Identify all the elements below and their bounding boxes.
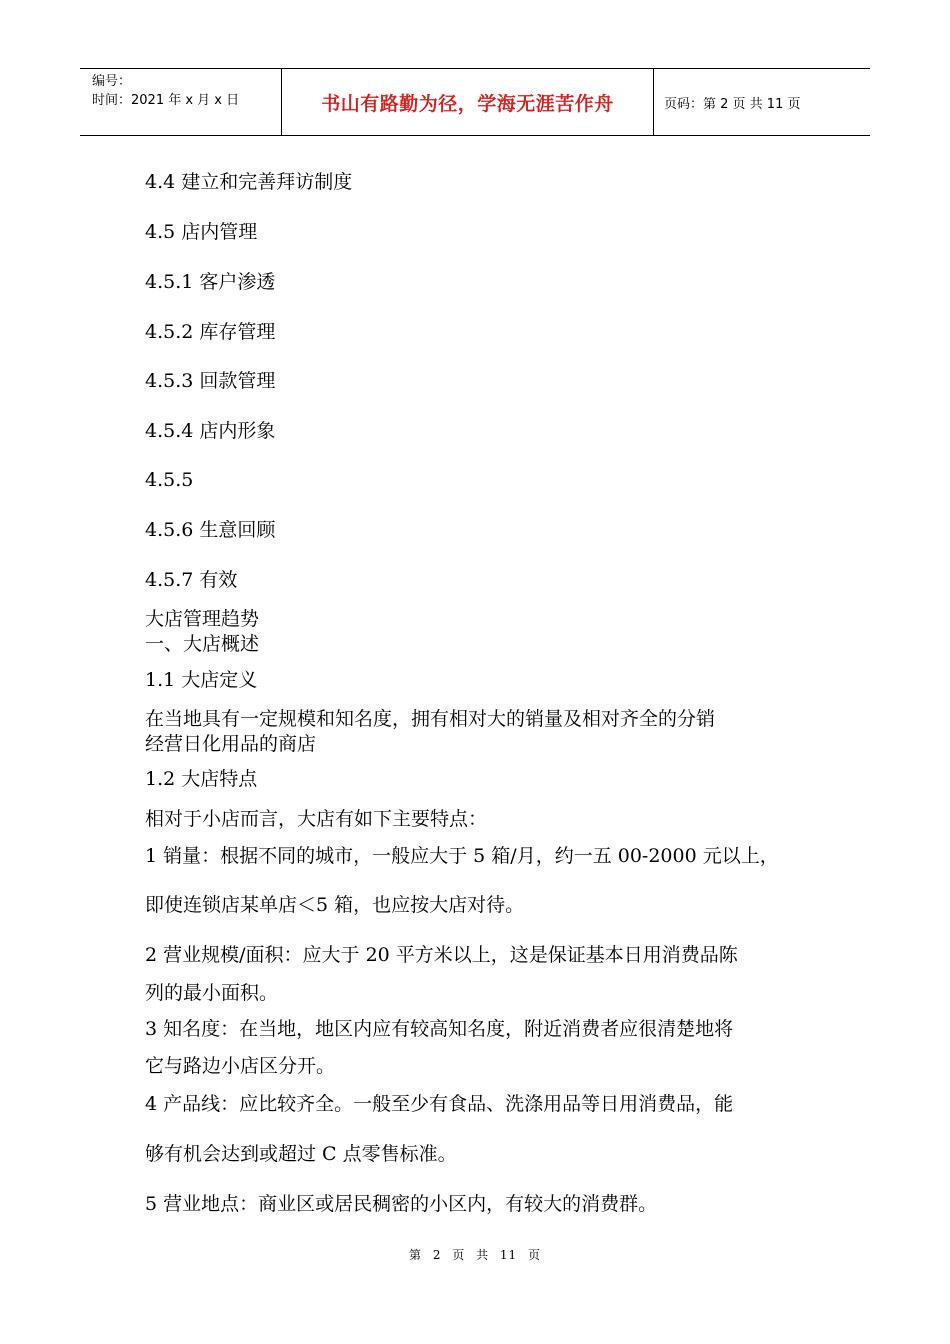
heading-1-2: 1.2 大店特点 <box>145 768 258 790</box>
heading-4-5-7: 4.5.7 有效 <box>145 569 238 591</box>
paragraph-line: 4 产品线：应比较齐全。一般至少有食品、洗涤用品等日用消费品，能 <box>145 1093 734 1115</box>
heading-4-4: 4.4 建立和完善拜访制度 <box>145 171 353 193</box>
heading-4-5-1: 4.5.1 客户渗透 <box>145 271 276 293</box>
paragraph-line: 3 知名度：在当地，地区内应有较高知名度，附近消费者应很清楚地将 <box>145 1018 734 1040</box>
paragraph-line: 1 销量：根据不同的城市，一般应大于 5 箱/月，约一五 00-2000 元以上， <box>145 845 779 867</box>
header-page-info: 页码：第 2 页 共 11 页 <box>664 96 801 112</box>
paragraph-line: 5 营业地点：商业区或居民稠密的小区内，有较大的消费群。 <box>145 1193 658 1215</box>
header-meta <box>80 69 282 135</box>
heading-4-5-5: 4.5.5 <box>145 469 194 491</box>
paragraph-line: 相对于小店而言，大店有如下主要特点： <box>145 808 488 830</box>
heading-1-1: 1.1 大店定义 <box>145 669 258 691</box>
page-footer: 第 2 页 共 11 页 <box>409 1248 541 1262</box>
paragraph-line: 够有机会达到或超过 C 点零售标准。 <box>145 1143 457 1165</box>
paragraph-line: 它与路边小店区分开。 <box>145 1055 336 1077</box>
document-number-label: 编号： <box>92 74 132 89</box>
paragraph-line: 2 营业规模/面积：应大于 20 平方米以上，这是保证基本日用消费品陈 <box>145 944 738 966</box>
paragraph-line: 经营日化用品的商店 <box>145 733 317 755</box>
heading-4-5-4: 4.5.4 店内形象 <box>145 420 276 442</box>
heading-4-5-2: 4.5.2 库存管理 <box>145 321 276 343</box>
paragraph-line: 即使连锁店某单店＜5 箱，也应按大店对待。 <box>145 894 525 916</box>
document-time-label: 时间：2021 年 x 月 x 日 <box>92 93 240 108</box>
section-title: 大店管理趋势 <box>145 608 260 630</box>
heading-4-5: 4.5 店内管理 <box>145 221 258 243</box>
chapter-heading: 一、大店概述 <box>145 633 260 655</box>
paragraph-line: 列的最小面积。 <box>145 982 279 1004</box>
page-header <box>80 68 870 136</box>
paragraph-line: 在当地具有一定规模和知名度，拥有相对大的销量及相对齐全的分销 <box>145 708 716 730</box>
heading-4-5-6: 4.5.6 生意回顾 <box>145 519 276 541</box>
header-motto: 书山有路勤为径，学海无涯苦作舟 <box>282 69 654 135</box>
heading-4-5-3: 4.5.3 回款管理 <box>145 370 276 392</box>
